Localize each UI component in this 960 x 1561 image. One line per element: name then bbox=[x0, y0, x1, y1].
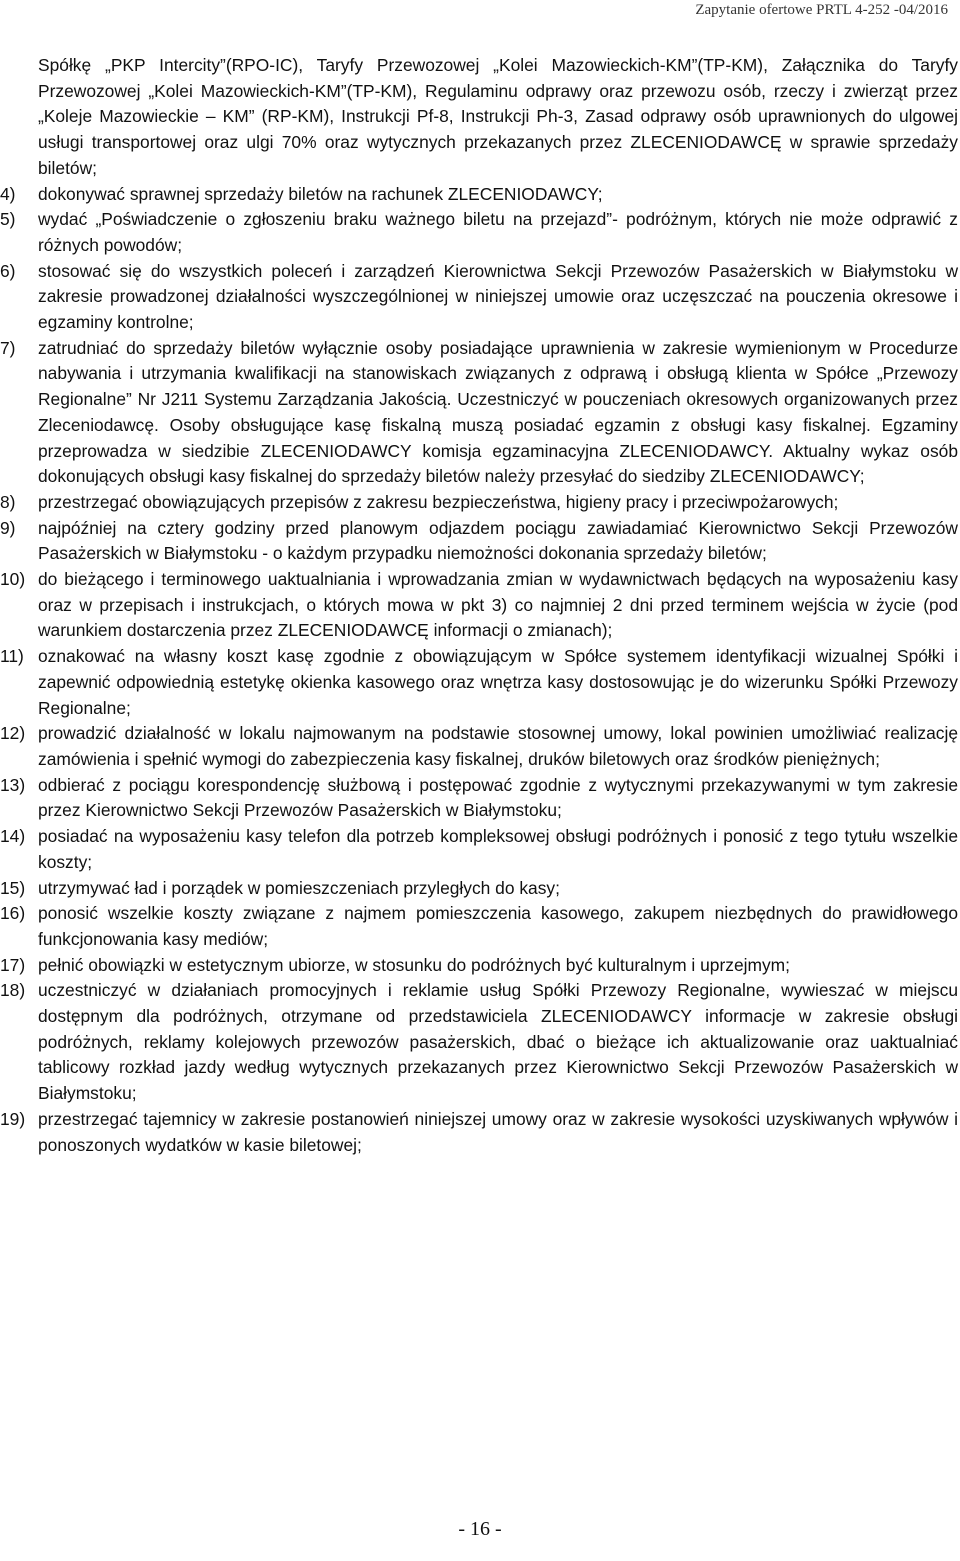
list-item-number: 8) bbox=[0, 491, 16, 512]
list-item bbox=[0, 773, 958, 824]
list-item-text: posiadać na wyposażeniu kasy telefon dla potrzeb kompleksowej obsługi podróżnych i ponosić z tego tytułu wszelkie koszty; bbox=[38, 826, 958, 872]
document-header: Zapytanie ofertowe PRTL 4-252 -04/2016 bbox=[695, 2, 948, 18]
list-item bbox=[0, 1107, 958, 1158]
list-item bbox=[0, 207, 958, 258]
list-item-text: pełnić obowiązki w estetycznym ubiorze, w stosunku do podróżnych być kulturalnym i uprzejmym; bbox=[38, 954, 790, 975]
intro-paragraph: Spółkę „PKP Intercity”(RPO-IC), Taryfy Przewozowej „Kolei Mazowieckich-KM”(TP-KM), Załącznika do Taryfy Przewozowej „Kolei Mazowieckich-KM”(TP-KM), Regulaminu odprawy oraz przewozu osób, rzeczy i zwierząt przez „Koleje Mazowieckie – KM” (RP-KM), Instrukcji Pf-8, Instrukcji Ph-3, Zasad odprawy osób uprawnionych do ulgowej usługi transportowej oraz ulgi 70% oraz wytycznych przekazanych przez ZLECENIODAWCĘ w sprawie sprzedaży biletów; bbox=[38, 55, 958, 178]
list-item-number: 7) bbox=[0, 337, 16, 358]
list-item-number: 5) bbox=[0, 209, 16, 230]
list-item bbox=[0, 953, 958, 979]
list-item bbox=[0, 978, 958, 1107]
list-item bbox=[0, 182, 958, 208]
list-item-text: zatrudniać do sprzedaży biletów wyłącznie osoby posiadające uprawnienia w zakresie wymienionym w Procedurze nabywania i utrzymania kwalifikacji na stanowiskach związanych z odprawą i obsługą klienta w Spółce „Przewozy Regionalne” Nr J211 Systemu Zarządzania Jakością. Uczestniczyć w pouczeniach okresowych organizowanych przez Zleceniodawcę. Osoby obsługujące kasę fiskalną muszą posiadać egzamin z obsługi kasy fiskalnej. Egzaminy przeprowadza w siedzibie ZLECENIODAWCY komisja egzaminacyjna ZLECENIODAWCY. Aktualny wykaz osób dokonujących obsługi kasy fiskalnej do sprzedaży biletów należy przesyłać do siedziby ZLECENIODAWCY; bbox=[38, 337, 958, 487]
list-item-text: wydać „Poświadczenie o zgłoszeniu braku ważnego biletu na przejazd”- podróżnym, których nie może odprawić z różnych powodów; bbox=[38, 209, 958, 255]
list-item-number: 6) bbox=[0, 260, 16, 281]
list-item-number: 13) bbox=[0, 774, 26, 795]
list-item-number: 9) bbox=[0, 517, 16, 538]
list-item-text: dokonywać sprawnej sprzedaży biletów na rachunek ZLECENIODAWCY; bbox=[38, 183, 603, 204]
list-item-text: najpóźniej na cztery godziny przed planowym odjazdem pociągu zawiadamiać Kierownictwo Sekcji Przewozów Pasażerskich w Białymstoku - o każdym przypadku niemożności dokonania sprzedaży biletów; bbox=[38, 517, 958, 564]
list-item-number: 12) bbox=[0, 723, 26, 744]
list-item-text: przestrzegać obowiązujących przepisów z zakresu bezpieczeństwa, higieny pracy i przeciwpożarowych; bbox=[38, 491, 839, 512]
list-item-number: 4) bbox=[0, 183, 16, 204]
list-item bbox=[0, 901, 958, 952]
document-body bbox=[0, 53, 958, 1158]
numbered-list bbox=[0, 182, 958, 1159]
list-item-number: 16) bbox=[0, 903, 26, 924]
list-item-text: prowadzić działalność w lokalu najmowanym na podstawie stosownej umowy, lokal powinien umożliwiać realizację zamówienia i spełnić wymogi do zabezpieczenia kasy fiskalnej, druków biletowych oraz środków pieniężnych; bbox=[38, 723, 958, 769]
list-item-number: 15) bbox=[0, 877, 26, 898]
list-item bbox=[0, 490, 958, 516]
list-item bbox=[0, 876, 958, 902]
list-item bbox=[0, 259, 958, 336]
list-item-number: 14) bbox=[0, 826, 26, 847]
list-item-number: 19) bbox=[0, 1108, 26, 1129]
list-item bbox=[0, 824, 958, 875]
list-item-number: 11) bbox=[0, 646, 24, 667]
list-item-text: do bieżącego i terminowego uaktualniania i wprowadzania zmian w wydawnictwach będących na wyposażeniu kasy oraz w przepisach i instrukcjach, o których mowa w pkt 3) co najmniej 2 dni przed terminem wejścia w życie (pod warunkiem dostarczenia przez ZLECENIODAWCĘ informacji o zmianach); bbox=[38, 569, 958, 641]
list-item bbox=[0, 567, 958, 644]
list-item-text: odbierać z pociągu korespondencję służbową i postępować zgodnie z wytycznymi przekazywanymi w tym zakresie przez Kierownictwo Sekcji Przewozów Pasażerskich w Białymstoku; bbox=[38, 774, 958, 821]
list-item-text: uczestniczyć w działaniach promocyjnych i reklamie usług Spółki Przewozy Regionalne, wywieszać w miejscu dostępnym dla podróżnych, otrzymane od przedstawiciela ZLECENIODAWCY informacje w zakresie obsługi podróżnych, reklamy kolejowych przewozów pasażerskich, dbać o bieżące ich aktualizowanie oraz uaktualniać tablicowy rozkład jazdy według wytycznych przekazanych przez Kierownictwo Sekcji Przewozów Pasażerskich w Białymstoku; bbox=[38, 980, 958, 1104]
list-item-text: utrzymywać ład i porządek w pomieszczeniach przyległych do kasy; bbox=[38, 877, 560, 898]
list-item-number: 10) bbox=[0, 569, 26, 590]
list-item bbox=[0, 644, 958, 721]
list-item bbox=[0, 336, 958, 490]
list-item bbox=[0, 516, 958, 567]
page-number: - 16 - bbox=[458, 1518, 502, 1540]
list-item-text: stosować się do wszystkich poleceń i zarządzeń Kierownictwa Sekcji Przewozów Pasażerskich w Białymstoku w zakresie prowadzonej działalności wyszczególnionej w niniejszej umowie oraz uczęszczać na pouczenia okresowe i egzaminy kontrolne; bbox=[38, 260, 958, 333]
list-item bbox=[0, 721, 958, 772]
list-item-number: 18) bbox=[0, 980, 26, 1001]
list-item-number: 17) bbox=[0, 954, 26, 975]
list-item-text: ponosić wszelkie koszty związane z najmem pomieszczenia kasowego, zakupem niezbędnych do prawidłowego funkcjonowania kasy mediów; bbox=[38, 903, 958, 949]
list-item-text: oznakować na własny koszt kasę zgodnie z obowiązującym w Spółce systemem identyfikacji wizualnej Spółki i zapewnić odpowiednią estetykę okienka kasowego oraz wnętrza kasy dostosowując je do wizerunku Spółki Przewozy Regionalne; bbox=[38, 646, 958, 718]
list-item-text: przestrzegać tajemnicy w zakresie postanowień niniejszej umowy oraz w zakresie wysokości uzyskiwanych wpływów i ponoszonych wydatków w kasie biletowej; bbox=[38, 1108, 958, 1155]
